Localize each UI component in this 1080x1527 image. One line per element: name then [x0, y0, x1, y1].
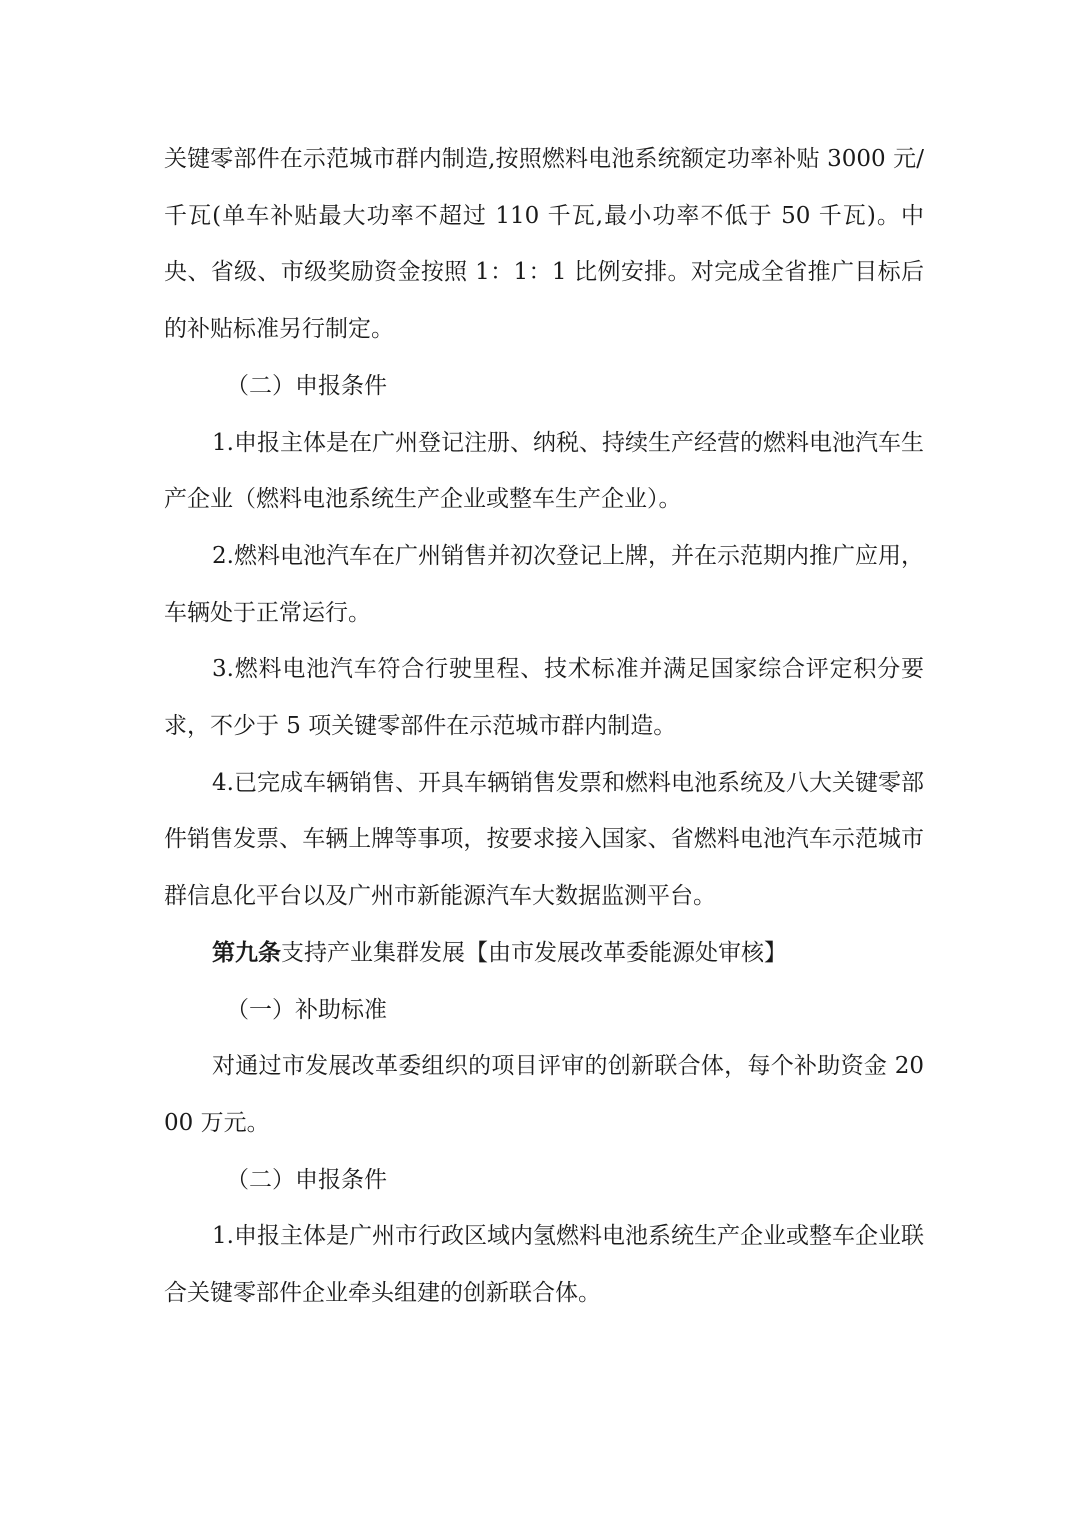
condition-item-2: 2.燃料电池汽车在广州销售并初次登记上牌，并在示范期内推广应用，车辆处于正常运行。	[164, 542, 924, 626]
section-heading-subsidy-standard: （一）补助标准	[226, 996, 387, 1023]
paragraph-subsidy-amount: 对通过市发展改革委组织的项目评审的创新联合体，每个补助资金 2000 万元。	[164, 1053, 924, 1136]
paragraph-subsidy-standard-cont: 关键零部件在示范城市群内制造,按照燃料电池系统额定功率补贴 3000 元/千瓦(单车补贴最大功率不超过 110 千瓦,最小功率不低于 50 千瓦)。中央、省级、市级奖励资金按照 1：1：1 比例安排。对完成全省推广目标后的补贴标准另行制定。	[164, 146, 924, 343]
condition-item-3: 3.燃料电池汽车符合行驶里程、技术标准并满足国家综合评定积分要求，不少于 5 项关键零部件在示范城市群内制造。	[164, 656, 924, 740]
condition-item-1b: 1.申报主体是广州市行政区域内氢燃料电池系统生产企业或整车企业联合关键零部件企业牵头组建的创新联合体。	[164, 1223, 924, 1307]
document-body	[164, 131, 924, 1322]
article-heading	[164, 925, 924, 982]
condition-item-1: 1.申报主体是在广州登记注册、纳税、持续生产经营的燃料电池汽车生产企业（燃料电池系统生产企业或整车生产企业）。	[164, 429, 924, 513]
section-heading-application-conditions: （二）申报条件	[226, 372, 387, 399]
section-heading-application-conditions-2: （二）申报条件	[226, 1166, 387, 1193]
article-label: 第九条	[212, 938, 281, 966]
article-title: 支持产业集群发展【由市发展改革委能源处审核】	[281, 939, 787, 966]
condition-item-4: 4.已完成车辆销售、开具车辆销售发票和燃料电池系统及八大关键零部件销售发票、车辆上牌等事项，按要求接入国家、省燃料电池汽车示范城市群信息化平台以及广州市新能源汽车大数据监测平台。	[164, 769, 924, 910]
